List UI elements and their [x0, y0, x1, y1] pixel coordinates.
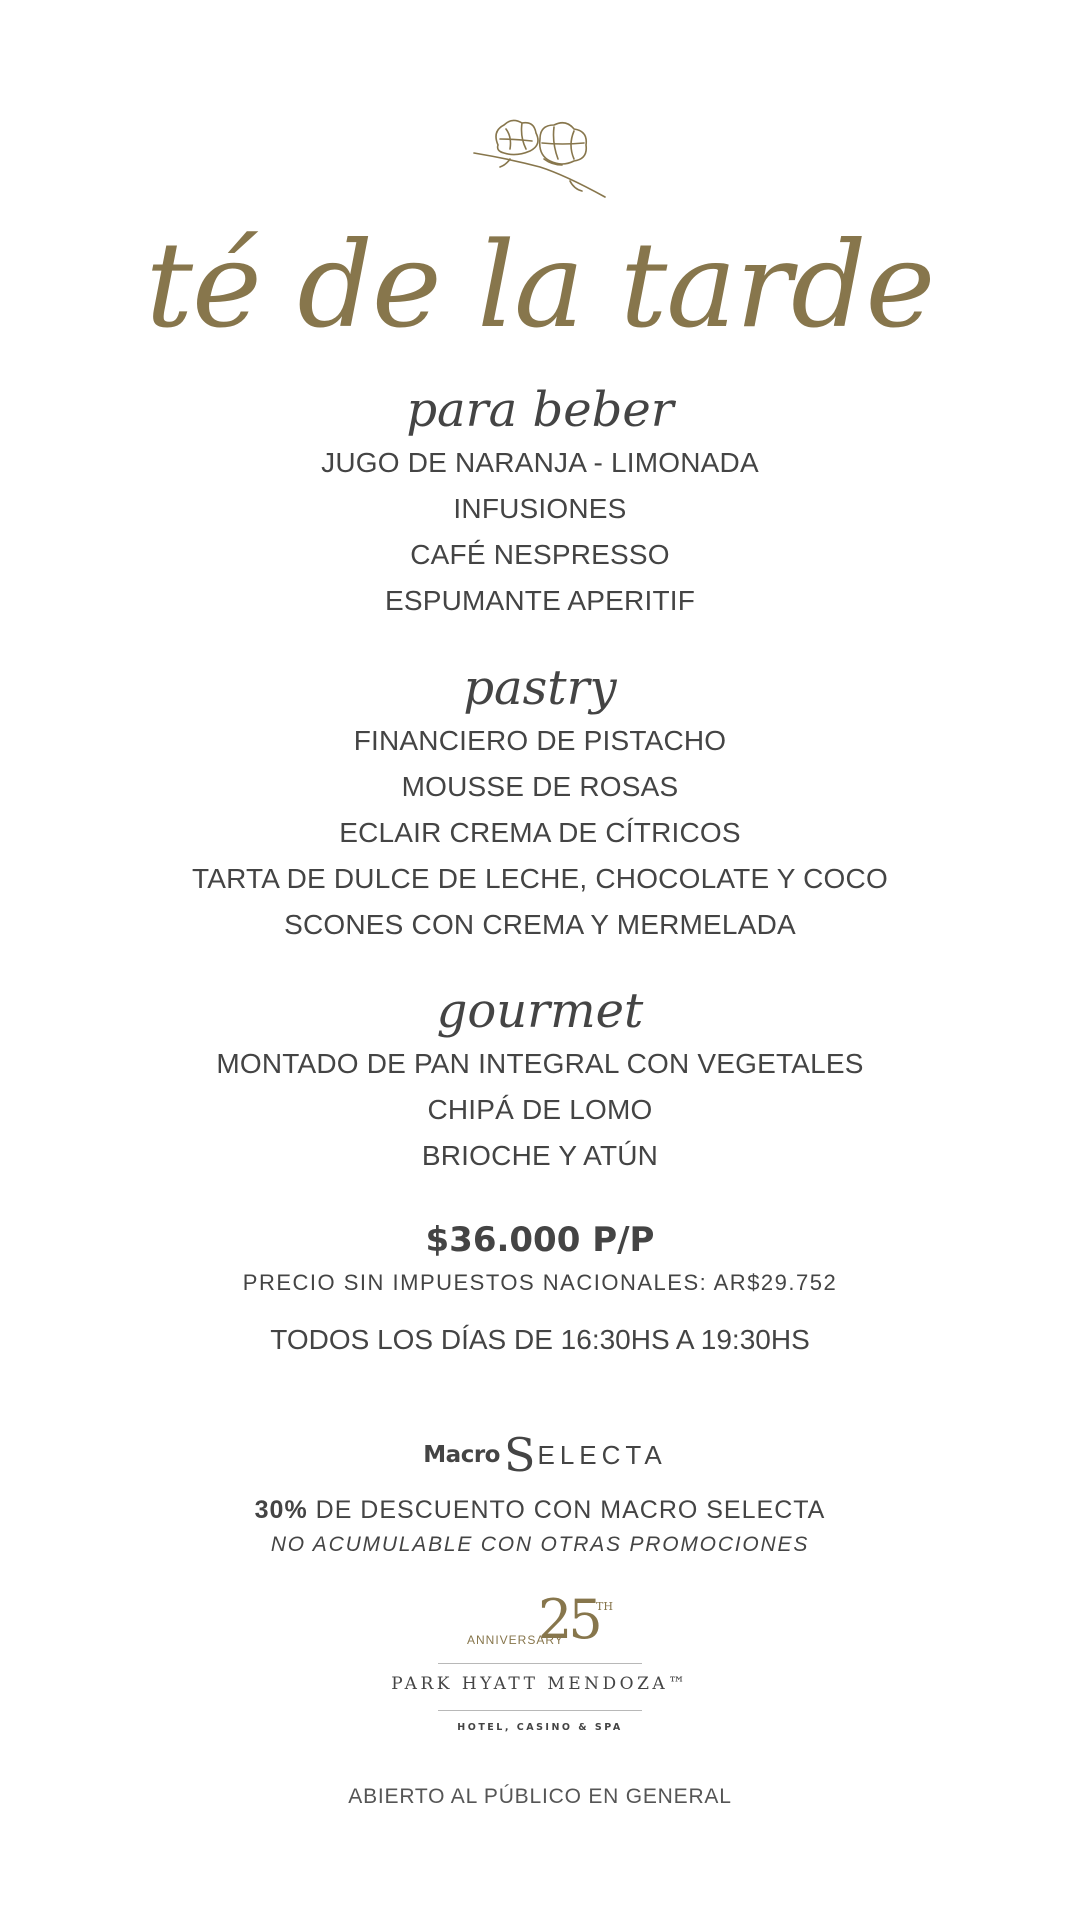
- discount-text: [0, 1492, 1080, 1528]
- hotel-name: PARK HYATT MENDOZA™: [391, 1674, 689, 1694]
- menu-item: SCONES CON CREMA Y MERMELADA: [284, 909, 796, 940]
- selecta-logo-s: S: [503, 1428, 536, 1482]
- menu-item: BRIOCHE Y ATÚN: [421, 1140, 659, 1171]
- menu-item: MONTADO DE PAN INTEGRAL CON VEGETALES: [216, 1048, 864, 1079]
- section-gourmet: [0, 983, 1080, 1179]
- selecta-logo-word: ELECTA: [537, 1439, 667, 1470]
- section-pastry: [0, 660, 1080, 948]
- discount-description: DE DESCUENTO CON MACRO SELECTA: [307, 1496, 826, 1524]
- anniversary-word: ANNIVERSARY: [467, 1633, 564, 1647]
- section-title: pastry: [463, 660, 617, 716]
- menu-item: TARTA DE DULCE DE LECHE, CHOCOLATE Y COCO: [192, 863, 888, 894]
- price-note: PRECIO SIN IMPUESTOS NACIONALES: AR$29.752: [242, 1270, 838, 1295]
- menu-item: ESPUMANTE APERITIF: [384, 585, 696, 616]
- divider: [438, 1710, 642, 1711]
- menu-item: INFUSIONES: [453, 493, 627, 524]
- section-title: gourmet: [436, 983, 644, 1039]
- menu-item: MOUSSE DE ROSAS: [401, 771, 679, 802]
- hotel-subtitle: HOTEL, CASINO & SPA: [457, 1722, 623, 1733]
- macro-selecta-logo: [420, 1425, 670, 1485]
- section-title: para beber: [406, 382, 674, 438]
- menu-item: CHIPÁ DE LOMO: [427, 1094, 653, 1125]
- cotton-flower-icon: [470, 115, 610, 205]
- discount-disclaimer: NO ACUMULABLE CON OTRAS PROMOCIONES: [270, 1533, 810, 1556]
- menu-item: ECLAIR CREMA DE CÍTRICOS: [339, 817, 741, 848]
- price: $36.000 P/P: [425, 1220, 655, 1260]
- menu-item: FINANCIERO DE PISTACHO: [353, 725, 727, 756]
- footer-note: ABIERTO AL PÚBLICO EN GENERAL: [348, 1785, 732, 1808]
- discount-percent: 30%: [254, 1496, 308, 1524]
- menu-item: JUGO DE NARANJA - LIMONADA: [321, 447, 759, 478]
- macro-logo-word: Macro: [423, 1442, 500, 1468]
- page-title: té de la tarde: [145, 216, 935, 354]
- anniversary-suffix: TH: [596, 1600, 613, 1613]
- schedule: TODOS LOS DÍAS DE 16:30HS A 19:30HS: [270, 1324, 810, 1355]
- divider: [438, 1663, 642, 1664]
- menu-item: CAFÉ NESPRESSO: [410, 539, 670, 570]
- section-drinks: [0, 382, 1080, 624]
- hotel-logo: [380, 1590, 700, 1740]
- anniversary-number: 25: [538, 1588, 599, 1651]
